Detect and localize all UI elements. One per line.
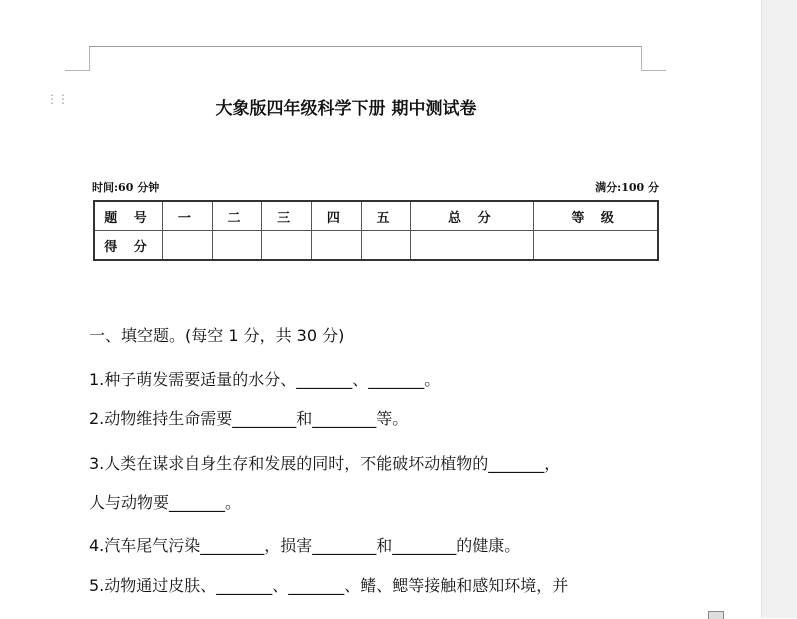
header-cell-label: 题 号: [94, 201, 163, 231]
page-header-line: [89, 46, 641, 47]
header-cell-4: 四: [312, 201, 362, 231]
score-table-header-row: [94, 201, 658, 231]
score-cell-5[interactable]: [361, 231, 411, 261]
header-cell-3: 三: [262, 201, 312, 231]
question-line-5: 5.动物通过皮肤、_______、_______、鳍、鳃等接触和感知环境，并: [89, 576, 569, 595]
page-margin-corner-right: [641, 46, 666, 71]
score-cell-grade[interactable]: [534, 231, 658, 261]
score-table-score-row: [94, 231, 658, 261]
score-cell-4[interactable]: [312, 231, 362, 261]
header-cell-1: 一: [163, 201, 213, 231]
header-cell-5: 五: [361, 201, 411, 231]
score-row-label: 得 分: [94, 231, 163, 261]
section-heading: 一、填空题。(每空 1 分，共 30 分): [89, 326, 345, 345]
score-cell-total[interactable]: [411, 231, 534, 261]
question-line-3-cont: 人与动物要_______。: [89, 493, 242, 512]
question-line-4: 4.汽车尾气污染________，损害________和________的健康。: [89, 536, 521, 555]
drag-handle-icon[interactable]: ⋮⋮: [46, 92, 68, 106]
score-cell-2[interactable]: [212, 231, 262, 261]
exam-full-score: 满分:100 分: [595, 181, 659, 194]
score-cell-1[interactable]: [163, 231, 213, 261]
score-cell-3[interactable]: [262, 231, 312, 261]
page-margin-corner-left: [65, 46, 90, 71]
score-table: [93, 200, 659, 261]
header-cell-total: 总 分: [411, 201, 534, 231]
header-cell-grade: 等 级: [534, 201, 658, 231]
exam-time: 时间:60 分钟: [92, 181, 160, 194]
question-line-1: 1.种子萌发需要适量的水分、_______、_______。: [89, 370, 441, 389]
document-title: 大象版四年级科学下册 期中测试卷: [215, 99, 477, 119]
window-side-panel: [761, 0, 797, 618]
header-cell-2: 二: [212, 201, 262, 231]
question-line-2: 2.动物维持生命需要________和________等。: [89, 409, 409, 428]
question-line-3: 3.人类在谋求自身生存和发展的同时，不能破坏动植物的_______，: [89, 454, 561, 473]
